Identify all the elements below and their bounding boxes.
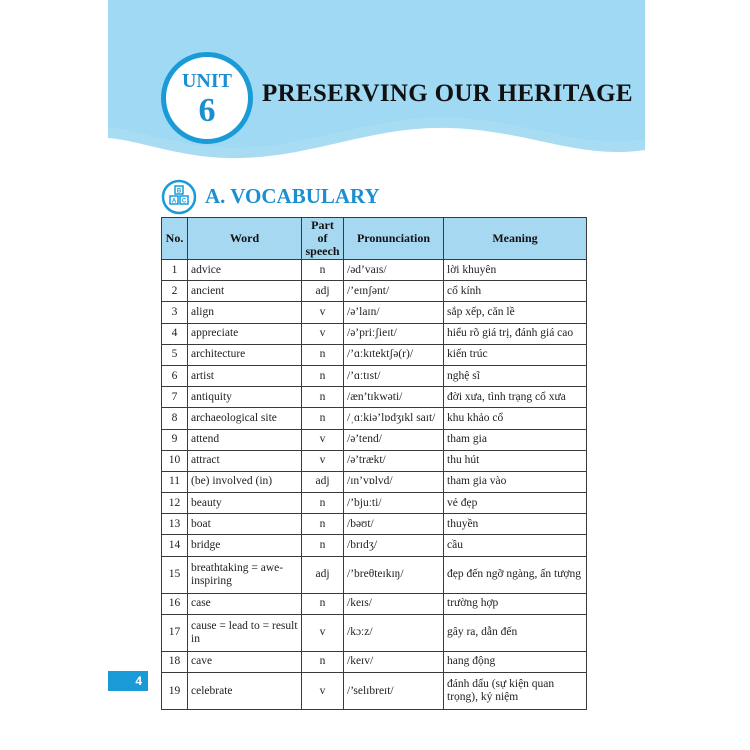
cell-meaning: cầu: [444, 535, 587, 556]
table-row: [162, 365, 587, 386]
cell-word: antiquity: [188, 387, 302, 408]
table-row: [162, 493, 587, 514]
header-pronunciation: Pronunciation: [344, 218, 444, 260]
cell-word: architecture: [188, 344, 302, 365]
cell-pronunciation: /brɪdʒ/: [344, 535, 444, 556]
cell-part-of-speech: v: [302, 323, 344, 344]
cell-meaning: thuyền: [444, 514, 587, 535]
table-row: [162, 514, 587, 535]
unit-badge: [161, 52, 253, 144]
cell-word: attend: [188, 429, 302, 450]
cell-no: 2: [162, 281, 188, 302]
cell-part-of-speech: n: [302, 408, 344, 429]
cell-word: appreciate: [188, 323, 302, 344]
cell-part-of-speech: n: [302, 493, 344, 514]
cell-meaning: đánh dấu (sự kiện quan trọng), kỷ niệm: [444, 673, 587, 710]
cell-word: beauty: [188, 493, 302, 514]
unit-label: UNIT: [181, 70, 232, 92]
cell-meaning: kiến trúc: [444, 344, 587, 365]
cell-part-of-speech: n: [302, 593, 344, 614]
cell-part-of-speech: v: [302, 614, 344, 651]
page-number: 4: [108, 671, 148, 691]
cell-meaning: cổ kính: [444, 281, 587, 302]
table-row: [162, 673, 587, 710]
cell-pronunciation: /kɔːz/: [344, 614, 444, 651]
cell-meaning: thu hút: [444, 450, 587, 471]
cell-pronunciation: /’ɑːtɪst/: [344, 365, 444, 386]
table-header-row: [162, 218, 587, 260]
cell-no: 1: [162, 260, 188, 281]
cell-word: artist: [188, 365, 302, 386]
cell-word: (be) involved (in): [188, 471, 302, 492]
cell-part-of-speech: adj: [302, 556, 344, 593]
cell-word: case: [188, 593, 302, 614]
cell-pronunciation: /’selɪbreɪt/: [344, 673, 444, 710]
cell-no: 3: [162, 302, 188, 323]
cell-pronunciation: /æn’tɪkwəti/: [344, 387, 444, 408]
cell-no: 5: [162, 344, 188, 365]
table-row: [162, 593, 587, 614]
cell-no: 16: [162, 593, 188, 614]
cell-part-of-speech: n: [302, 260, 344, 281]
cell-no: 11: [162, 471, 188, 492]
cell-part-of-speech: n: [302, 535, 344, 556]
table-row: [162, 260, 587, 281]
svg-text:C: C: [181, 198, 187, 205]
cell-word: boat: [188, 514, 302, 535]
cell-meaning: tham gia vào: [444, 471, 587, 492]
unit-number: 6: [198, 92, 216, 129]
cell-meaning: gây ra, dẫn đến: [444, 614, 587, 651]
cell-meaning: tham gia: [444, 429, 587, 450]
cell-part-of-speech: v: [302, 302, 344, 323]
table-row: [162, 323, 587, 344]
cell-word: align: [188, 302, 302, 323]
table-row: [162, 450, 587, 471]
cell-no: 7: [162, 387, 188, 408]
cell-part-of-speech: adj: [302, 281, 344, 302]
cell-pronunciation: /ə’laɪn/: [344, 302, 444, 323]
cell-part-of-speech: v: [302, 450, 344, 471]
cell-part-of-speech: v: [302, 673, 344, 710]
cell-pronunciation: /bəʊt/: [344, 514, 444, 535]
header-part-of-speech: Part of speech: [302, 218, 344, 260]
cell-word: cause = lead to = result in: [188, 614, 302, 651]
abc-blocks-icon: [161, 179, 197, 215]
cell-word: cave: [188, 651, 302, 672]
cell-part-of-speech: n: [302, 344, 344, 365]
table-row: [162, 471, 587, 492]
table-body: [162, 260, 587, 710]
cell-meaning: trường hợp: [444, 593, 587, 614]
cell-meaning: nghệ sĩ: [444, 365, 587, 386]
table-row: [162, 429, 587, 450]
header-no: No.: [162, 218, 188, 260]
table-row: [162, 281, 587, 302]
table-row: [162, 651, 587, 672]
table-row: [162, 344, 587, 365]
cell-pronunciation: /’breθteɪkɪŋ/: [344, 556, 444, 593]
table-row: [162, 387, 587, 408]
cell-pronunciation: /’eɪnʃənt/: [344, 281, 444, 302]
cell-pronunciation: /ə’tend/: [344, 429, 444, 450]
cell-no: 13: [162, 514, 188, 535]
cell-part-of-speech: adj: [302, 471, 344, 492]
cell-pronunciation: /’ɑːkɪtektʃə(r)/: [344, 344, 444, 365]
svg-text:A: A: [171, 198, 177, 205]
cell-pronunciation: /keɪs/: [344, 593, 444, 614]
cell-pronunciation: /ˌɑːkiə’lɒdʒɪkl saɪt/: [344, 408, 444, 429]
cell-meaning: đẹp đến ngỡ ngàng, ấn tượng: [444, 556, 587, 593]
cell-pronunciation: /keɪv/: [344, 651, 444, 672]
cell-pronunciation: /ə’priːʃieɪt/: [344, 323, 444, 344]
page-title: PRESERVING OUR HERITAGE: [262, 80, 633, 107]
cell-pronunciation: /ɪn’vɒlvd/: [344, 471, 444, 492]
cell-word: ancient: [188, 281, 302, 302]
cell-no: 9: [162, 429, 188, 450]
cell-no: 17: [162, 614, 188, 651]
cell-pronunciation: /əd’vaɪs/: [344, 260, 444, 281]
cell-part-of-speech: n: [302, 651, 344, 672]
table-row: [162, 408, 587, 429]
cell-no: 14: [162, 535, 188, 556]
cell-no: 18: [162, 651, 188, 672]
table-row: [162, 302, 587, 323]
cell-part-of-speech: v: [302, 429, 344, 450]
cell-no: 15: [162, 556, 188, 593]
cell-word: celebrate: [188, 673, 302, 710]
cell-no: 19: [162, 673, 188, 710]
cell-meaning: khu khảo cổ: [444, 408, 587, 429]
cell-no: 4: [162, 323, 188, 344]
cell-meaning: sắp xếp, căn lề: [444, 302, 587, 323]
cell-word: advice: [188, 260, 302, 281]
table-row: [162, 535, 587, 556]
header-word: Word: [188, 218, 302, 260]
cell-part-of-speech: n: [302, 387, 344, 408]
cell-part-of-speech: n: [302, 514, 344, 535]
cell-meaning: đời xưa, tình trạng cổ xưa: [444, 387, 587, 408]
cell-meaning: hiểu rõ giá trị, đánh giá cao: [444, 323, 587, 344]
section-title: A. VOCABULARY: [205, 184, 380, 208]
vocabulary-table: [161, 217, 587, 710]
cell-word: breathtaking = awe-inspiring: [188, 556, 302, 593]
cell-pronunciation: /ə’trækt/: [344, 450, 444, 471]
cell-no: 8: [162, 408, 188, 429]
table-row: [162, 614, 587, 651]
svg-text:B: B: [176, 188, 182, 195]
cell-no: 10: [162, 450, 188, 471]
cell-word: bridge: [188, 535, 302, 556]
cell-word: archaeological site: [188, 408, 302, 429]
cell-pronunciation: /’bjuːti/: [344, 493, 444, 514]
cell-no: 12: [162, 493, 188, 514]
table-row: [162, 556, 587, 593]
cell-part-of-speech: n: [302, 365, 344, 386]
cell-no: 6: [162, 365, 188, 386]
cell-word: attract: [188, 450, 302, 471]
cell-meaning: lời khuyên: [444, 260, 587, 281]
cell-meaning: hang động: [444, 651, 587, 672]
cell-meaning: vẻ đẹp: [444, 493, 587, 514]
header-meaning: Meaning: [444, 218, 587, 260]
